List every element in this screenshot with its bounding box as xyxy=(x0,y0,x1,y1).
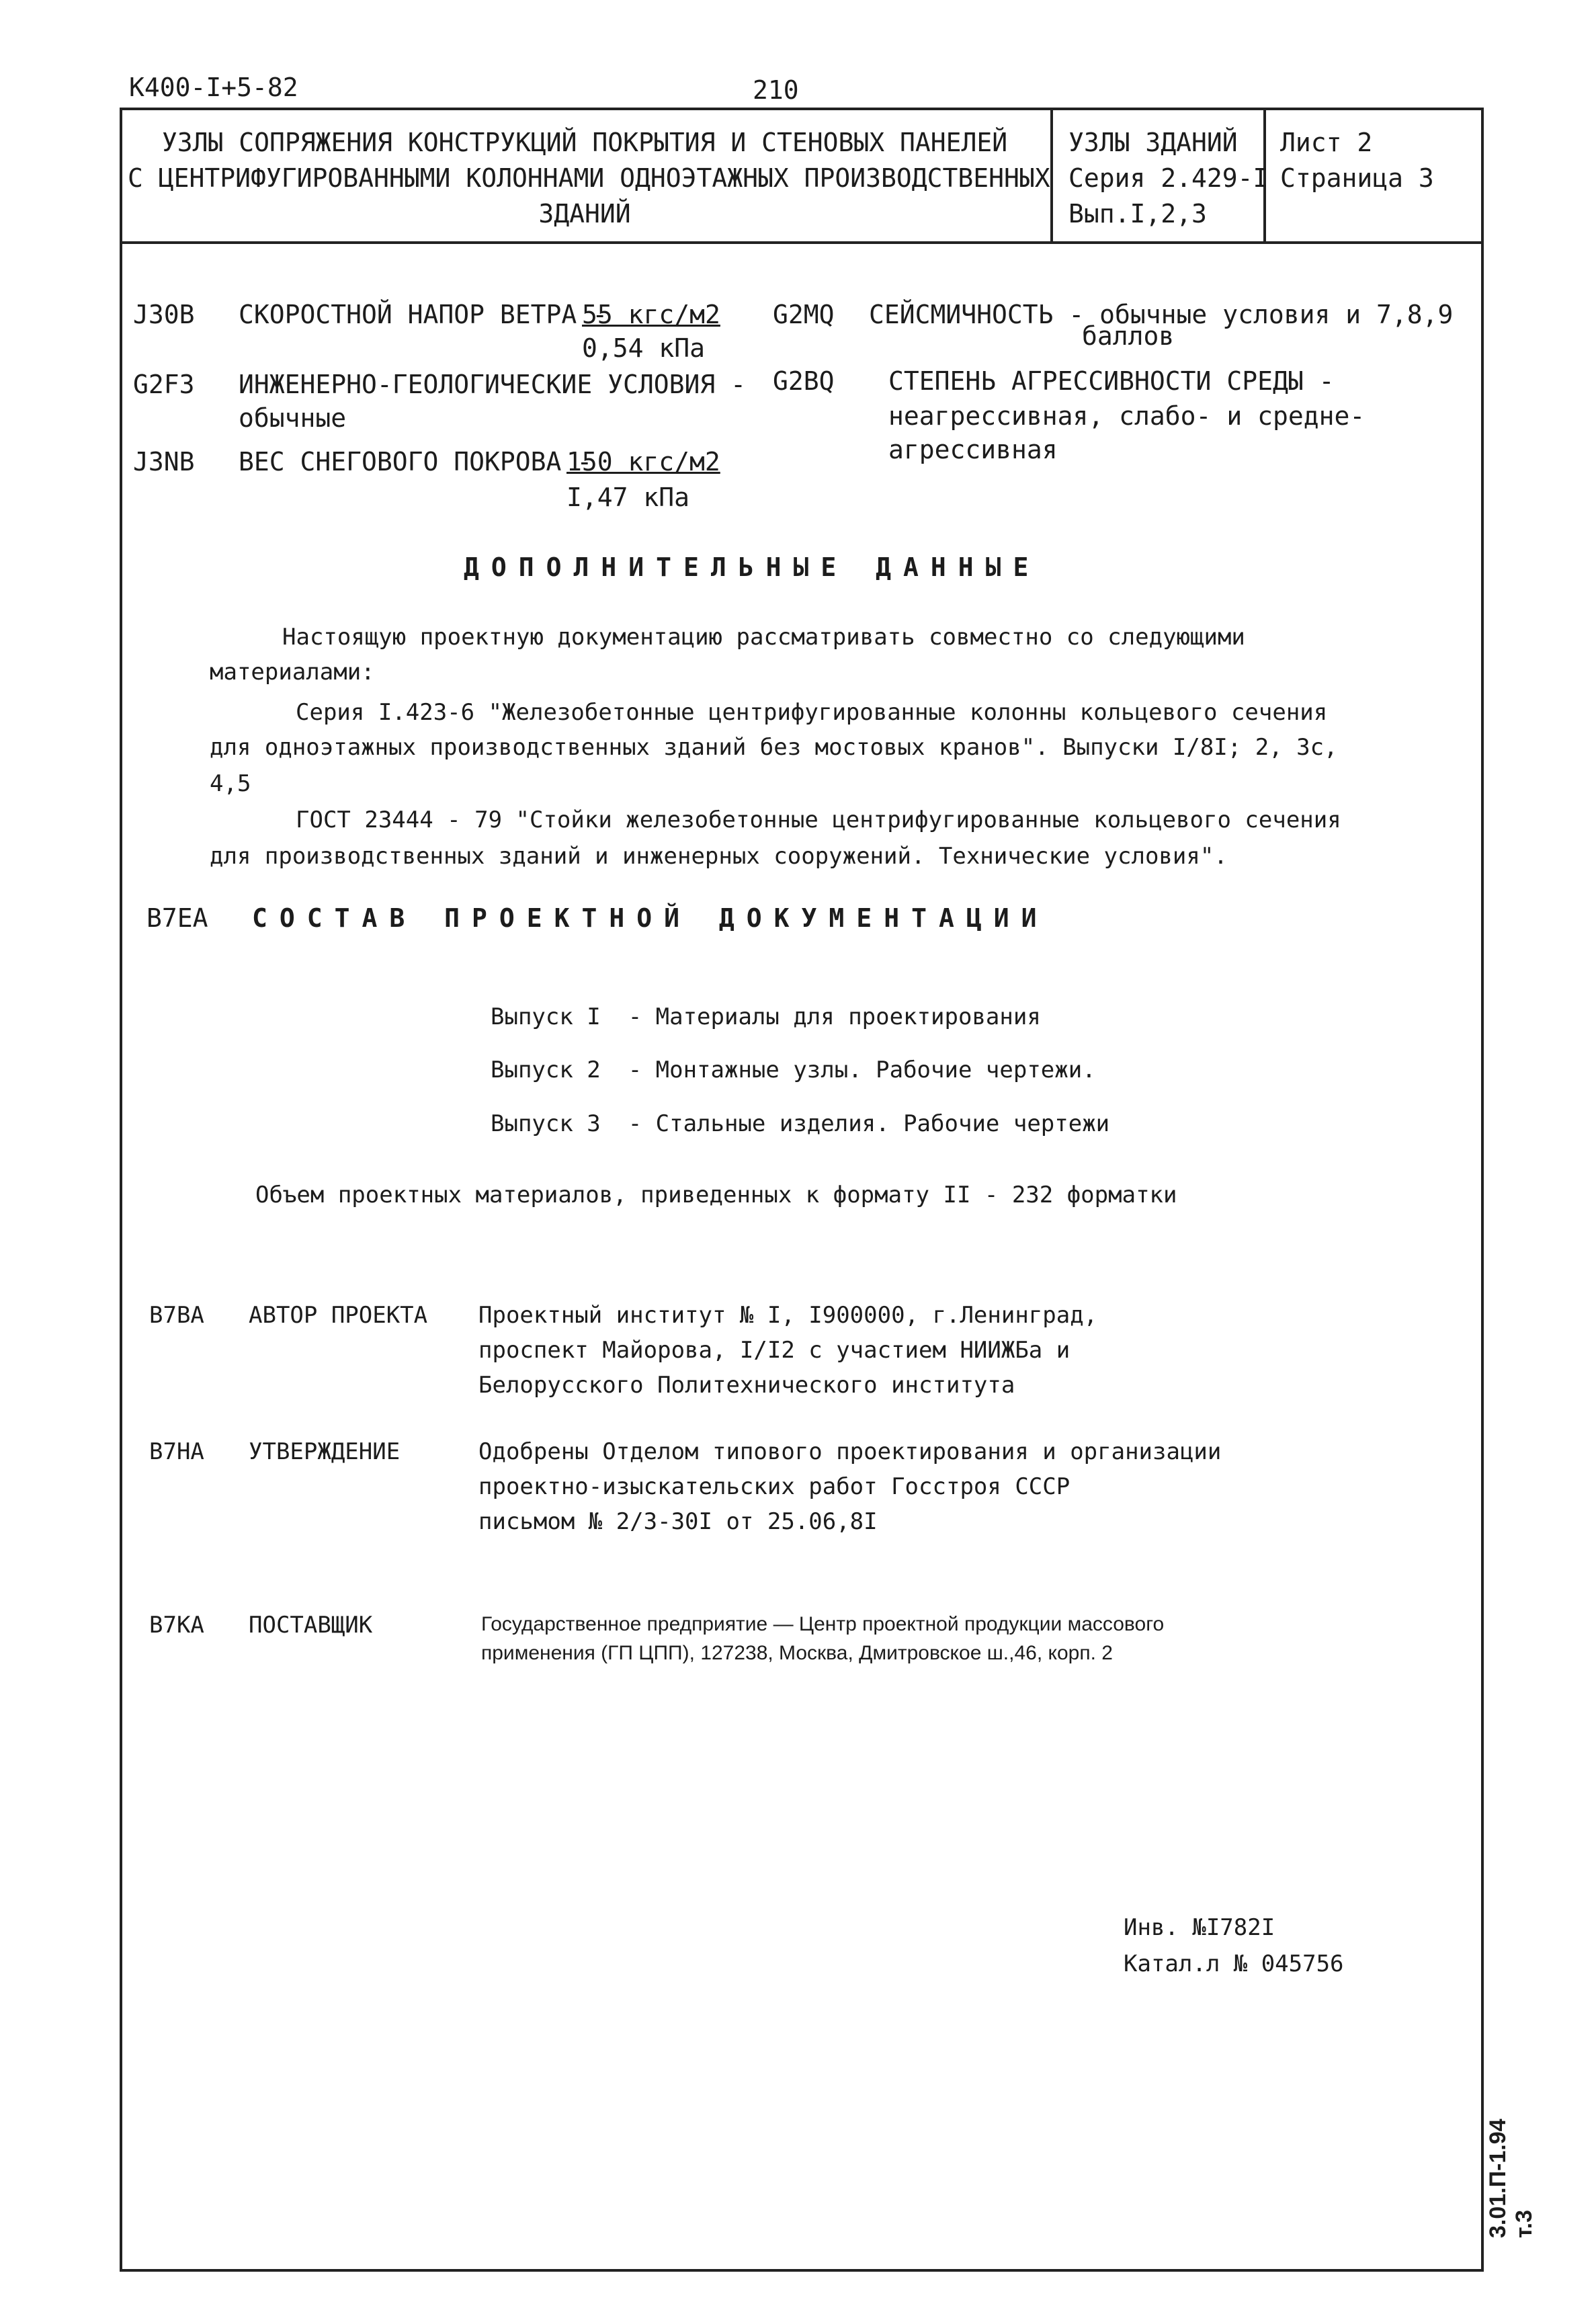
paragraph-line: материалами: xyxy=(210,659,375,686)
volume-note: Объем проектных материалов, приведенных к формату ІІ - 232 форматки xyxy=(255,1182,1177,1208)
section-code: B7EA xyxy=(146,903,208,933)
param-code: G2BQ xyxy=(773,366,835,396)
sheet-page: Страница 3 xyxy=(1280,163,1434,193)
aggressiveness-value: неагрессивная, слабо- и средне- xyxy=(888,401,1366,431)
section-heading: ДОПОЛНИТЕЛЬНЫЕ ДАННЫЕ xyxy=(464,552,1041,582)
series-name: УЗЛЫ ЗДАНИЙ xyxy=(1068,128,1238,157)
approval-line: Одобрены Отделом типового проектирования и организации xyxy=(478,1438,1222,1465)
section-code: B7BA xyxy=(149,1302,204,1329)
seismicity-label: СЕЙСМИЧНОСТЬ - обычные условия и 7,8,9 xyxy=(869,300,1454,329)
wind-pressure-value: 55 кгс/м2 xyxy=(582,300,720,329)
param-code: G2F3 xyxy=(133,370,195,399)
paragraph-line: 4,5 xyxy=(210,770,251,797)
wind-pressure-label: СКОРОСТНОЙ НАПОР ВЕТРА - xyxy=(239,300,608,329)
catalog-number: Катал.л № 045756 xyxy=(1124,1950,1344,1977)
snow-load-value-kpa: І,47 кПа xyxy=(566,483,690,512)
paragraph-line: Настоящую проектную документацию рассматривать совместно со следующими xyxy=(282,624,1245,651)
snow-load-value: 150 кгс/м2 xyxy=(566,447,720,477)
approval-line: проектно-изыскательских работ Госстроя СССР xyxy=(478,1473,1070,1500)
author-line: Белорусского Политехнического института xyxy=(478,1372,1015,1399)
author-label: АВТОР ПРОЕКТА xyxy=(249,1302,428,1329)
paragraph-line: Серия І.423-6 "Железобетонные центрифугированные колонны кольцевого сечения xyxy=(296,699,1328,726)
supplier-label: ПОСТАВЩИК xyxy=(249,1612,373,1639)
wind-pressure-value-kpa: 0,54 кПа xyxy=(582,333,706,363)
section-code: B7HA xyxy=(149,1438,204,1465)
side-stamp: 3.01.П-1.94 т.3 xyxy=(1485,2118,1537,2238)
supplier-line: применения (ГП ЦПП), 127238, Москва, Дмитровское ш.,46, корп. 2 xyxy=(481,1642,1113,1664)
geology-value: обычные xyxy=(239,403,347,433)
header-title-line: С ЦЕНТРИФУГИРОВАННЫМИ КОЛОННАМИ ОДНОЭТАЖНЫХ ПРОИЗВОДСТВЕННЫХ xyxy=(128,163,1050,193)
issue-item: Выпуск І - Материалы для проектирования xyxy=(491,1003,1041,1030)
header-column-divider xyxy=(1050,108,1053,242)
param-code: G2MQ xyxy=(773,300,835,329)
header-title-line: ЗДАНИЙ xyxy=(538,199,631,229)
document-code: К400-І+5-82 xyxy=(129,73,298,102)
seismicity-unit: баллов xyxy=(1082,321,1175,351)
paragraph-line: ГОСТ 23444 - 79 "Стойки железобетонные центрифугированные кольцевого сечения xyxy=(296,807,1341,833)
supplier-line: Государственное предприятие — Центр проектной продукции массового xyxy=(481,1613,1165,1635)
param-code: J3NB xyxy=(133,447,195,477)
author-line: Проектный институт № І, І900000, г.Ленинград, xyxy=(478,1302,1098,1329)
approval-label: УТВЕРЖДЕНИЕ xyxy=(249,1438,401,1465)
header-title-line: УЗЛЫ СОПРЯЖЕНИЯ КОНСТРУКЦИЙ ПОКРЫТИЯ И СТЕНОВЫХ ПАНЕЛЕЙ xyxy=(161,128,1008,157)
aggressiveness-value: агрессивная xyxy=(888,435,1058,464)
author-line: проспект Майорова, І/І2 с участием НИИЖБа и xyxy=(478,1337,1070,1364)
paragraph-line: для производственных зданий и инженерных сооружений. Технические условия". xyxy=(210,843,1228,870)
section-heading: СОСТАВ ПРОЕКТНОЙ ДОКУМЕНТАЦИИ xyxy=(252,903,1049,933)
snow-load-label: ВЕС СНЕГОВОГО ПОКРОВА - xyxy=(239,447,593,477)
section-code: B7KA xyxy=(149,1612,204,1639)
header-divider xyxy=(120,241,1484,244)
series-issues: Вып.І,2,3 xyxy=(1068,199,1207,229)
series-number: Серия 2.429-І xyxy=(1068,163,1269,193)
paragraph-line: для одноэтажных производственных зданий без мостовых кранов". Выпуски І/8І; 2, 3с, xyxy=(210,734,1338,761)
issue-item: Выпуск 3 - Стальные изделия. Рабочие чертежи xyxy=(491,1110,1110,1137)
page-number: 210 xyxy=(753,75,799,105)
aggressiveness-label: СТЕПЕНЬ АГРЕССИВНОСТИ СРЕДЫ - xyxy=(888,366,1335,396)
issue-item: Выпуск 2 - Монтажные узлы. Рабочие чертежи. xyxy=(491,1057,1096,1083)
inventory-number: Инв. №І782І xyxy=(1124,1914,1275,1941)
sheet-number: Лист 2 xyxy=(1280,128,1373,157)
param-code: J30B xyxy=(133,300,195,329)
geology-label: ИНЖЕНЕРНО-ГЕОЛОГИЧЕСКИЕ УСЛОВИЯ - xyxy=(239,370,746,399)
approval-line: письмом № 2/3-30І от 25.06,8І xyxy=(478,1508,878,1535)
